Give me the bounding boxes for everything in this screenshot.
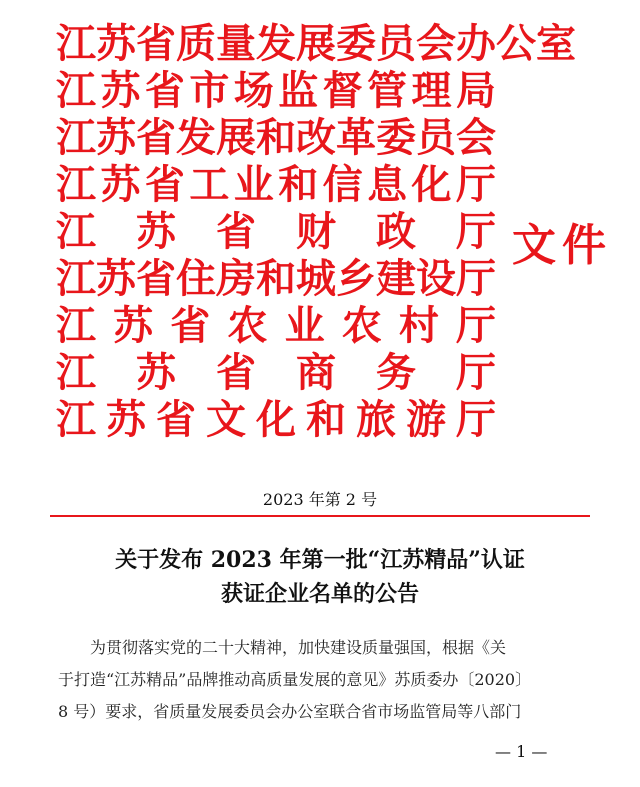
issuer-line: 江 苏 省 商 务 厅 (56, 349, 496, 396)
body-line: 为贯彻落实党的二十大精神，加快建设质量强国，根据《关 (90, 638, 507, 657)
body-paragraph (58, 632, 586, 728)
page-number: — 1 — (495, 742, 548, 761)
red-divider-line (50, 515, 590, 517)
issuer-line: 江 苏 省 发 展 和 改 革 委 员 会 (56, 114, 496, 161)
issuer-line: 江 苏 省 文 化 和 旅 游 厅 (56, 396, 496, 443)
document-title (0, 543, 640, 611)
issuer-line: 江 苏 省 市 场 监 督 管 理 局 (56, 67, 496, 114)
title-line-2: 获证企业名单的公告 (220, 581, 419, 607)
document-type-label: 文件 (512, 220, 612, 271)
document-number: 2023 年第 2 号 (262, 490, 378, 509)
issuer-line: 江 苏 省 住 房 和 城 乡 建 设 厅 (56, 255, 496, 302)
title-line-1: 关于发布 2023 年第一批“江苏精品”认证 (115, 547, 525, 573)
issuer-line: 江 苏 省 农 业 农 村 厅 (56, 302, 496, 349)
body-line: 于打造“江苏精品”品牌推动高质量发展的意见》苏质委办〔2020〕 (58, 670, 532, 689)
issuer-line: 江 苏 省 工 业 和 信 息 化 厅 (56, 161, 496, 208)
body-line: 8 号）要求，省质量发展委员会办公室联合省市场监管局等八部门 (58, 702, 522, 721)
issuer-line: 江 苏 省 财 政 厅 (56, 208, 496, 255)
issuer-line: 江 苏 省 质 量 发 展 委 员 会 办 公 室 (56, 20, 576, 67)
